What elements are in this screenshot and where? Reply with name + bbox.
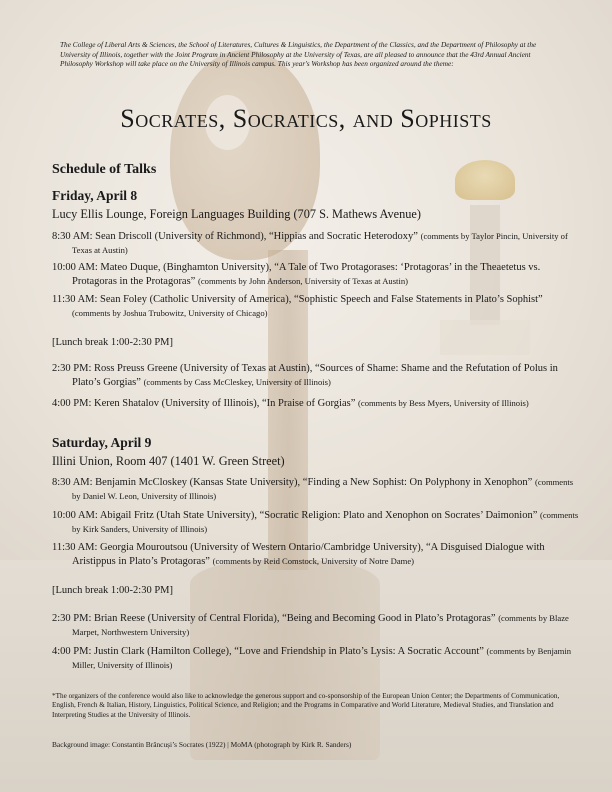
lunch-break: [Lunch break 1:00-2:30 PM]	[52, 337, 174, 348]
day-heading: Saturday, April 9	[52, 435, 152, 450]
talk-main: 4:00 PM: Justin Clark (Hamilton College), “Love and Friendship in Plato’s Lysis: A Socratic Account”	[52, 646, 484, 657]
talk-item	[52, 645, 582, 672]
talk-item	[52, 397, 582, 411]
venue-line: Illini Union, Room 407 (1401 W. Green Street)	[52, 454, 285, 468]
talk-item	[52, 262, 582, 288]
day-heading: Friday, April 8	[52, 188, 138, 203]
talk-comments: (comments by Benjamin Miller, University of Illinois)	[72, 646, 572, 670]
talk-comments: (comments by Taylor Pincin, University of Texas at Austin)	[72, 231, 568, 255]
talk-main: 8:30 AM: Benjamin McCloskey (Kansas State University), “Finding a New Sophist: On Polyphony in Xenophon”	[52, 477, 533, 488]
talk-item	[52, 363, 582, 389]
talk-main: 10:00 AM: Abigail Fritz (Utah State University), “Socratic Religion: Plato and Xenophon on Socrates’ Daimonion”	[52, 510, 538, 521]
talk-item	[52, 230, 582, 257]
image-credit: Background image: Constantin Brâncuși’s Socrates (1922) | MoMA (photograph by Kirk R. Sanders)	[52, 740, 352, 749]
talk-main: 4:00 PM: Keren Shatalov (University of Illinois), “In Praise of Gorgias”	[52, 398, 356, 409]
talk-comments: (comments by Reid Comstock, University of Notre Dame)	[212, 555, 415, 566]
intro-paragraph: The College of Liberal Arts & Sciences, the School of Literatures, Cultures & Linguistics, the Department of the Classics, and the Department of Philosophy at the University of Illinois, together with the Joint Program in Ancient Philosophy at the University of Texas, are all pleased to announce that the 43rd Annual Ancient Philosophy Workshop will take place on the University of Illinois campus. This year's Workshop has been organized around the theme:	[60, 40, 537, 68]
talk-comments: (comments by John Anderson, University of Texas at Austin)	[197, 275, 408, 286]
acknowledgement-footnote: *The organizers of the conference would also like to acknowledge the generous support and co-sponsorship of the European Union Center; the Departments of Communication, English, French & Italian, History, Linguistics, Political Science, and Religion; and the Programs in Comparative and World Literature, Medieval Studies, and Translation and Interpreting Studies at the University of Illinois.	[52, 692, 560, 719]
talk-main: 2:30 PM: Brian Reese (University of Central Florida), “Being and Becoming Good in Plato’s Protagoras”	[52, 613, 496, 624]
talk-main: 8:30 AM: Sean Driscoll (University of Richmond), “Hippias and Socratic Heterodoxy”	[52, 231, 418, 242]
page-title: Socrates, Socratics, and Sophists	[120, 104, 492, 133]
talk-item	[52, 294, 582, 320]
talk-comments: (comments by Bess Myers, University of Illinois)	[358, 398, 529, 408]
talk-item	[52, 612, 582, 639]
talk-comments: (comments by Daniel W. Leon, University of Illinois)	[72, 477, 574, 501]
talk-comments: (comments by Joshua Trubowitz, University of Chicago)	[72, 307, 268, 318]
schedule-heading: Schedule of Talks	[52, 162, 157, 177]
venue-line: Lucy Ellis Lounge, Foreign Languages Building (707 S. Mathews Avenue)	[52, 207, 421, 221]
lunch-break: [Lunch break 1:00-2:30 PM]	[52, 585, 174, 596]
talk-main: 10:00 AM: Mateo Duque, (Binghamton University), “A Tale of Two Protagorases: ‘Protagoras’ in the Theaetetus vs. Protagoras in the Protagoras”	[52, 262, 541, 287]
talk-comments: (comments by Blaze Marpet, Northwestern University)	[72, 613, 569, 637]
talk-main: 2:30 PM: Ross Preuss Greene (University of Texas at Austin), “Sources of Shame: Shame and the Refutation of Polus in Plato’s Gorgias”	[52, 363, 558, 388]
talk-item	[52, 542, 582, 568]
talk-main: 11:30 AM: Georgia Mouroutsou (University of Western Ontario/Cambridge University), “A Disguised Dialogue with Aristippus in Plato’s Protagoras”	[52, 542, 545, 567]
talk-comments: (comments by Kirk Sanders, University of Illinois)	[72, 510, 579, 534]
talk-item	[52, 509, 582, 536]
talk-comments: (comments by Cass McCleskey, University of Illinois)	[143, 376, 331, 387]
talk-main: 11:30 AM: Sean Foley (Catholic University of America), “Sophistic Speech and False Statements in Plato’s Sophist”	[52, 294, 543, 305]
talk-item	[52, 476, 582, 503]
